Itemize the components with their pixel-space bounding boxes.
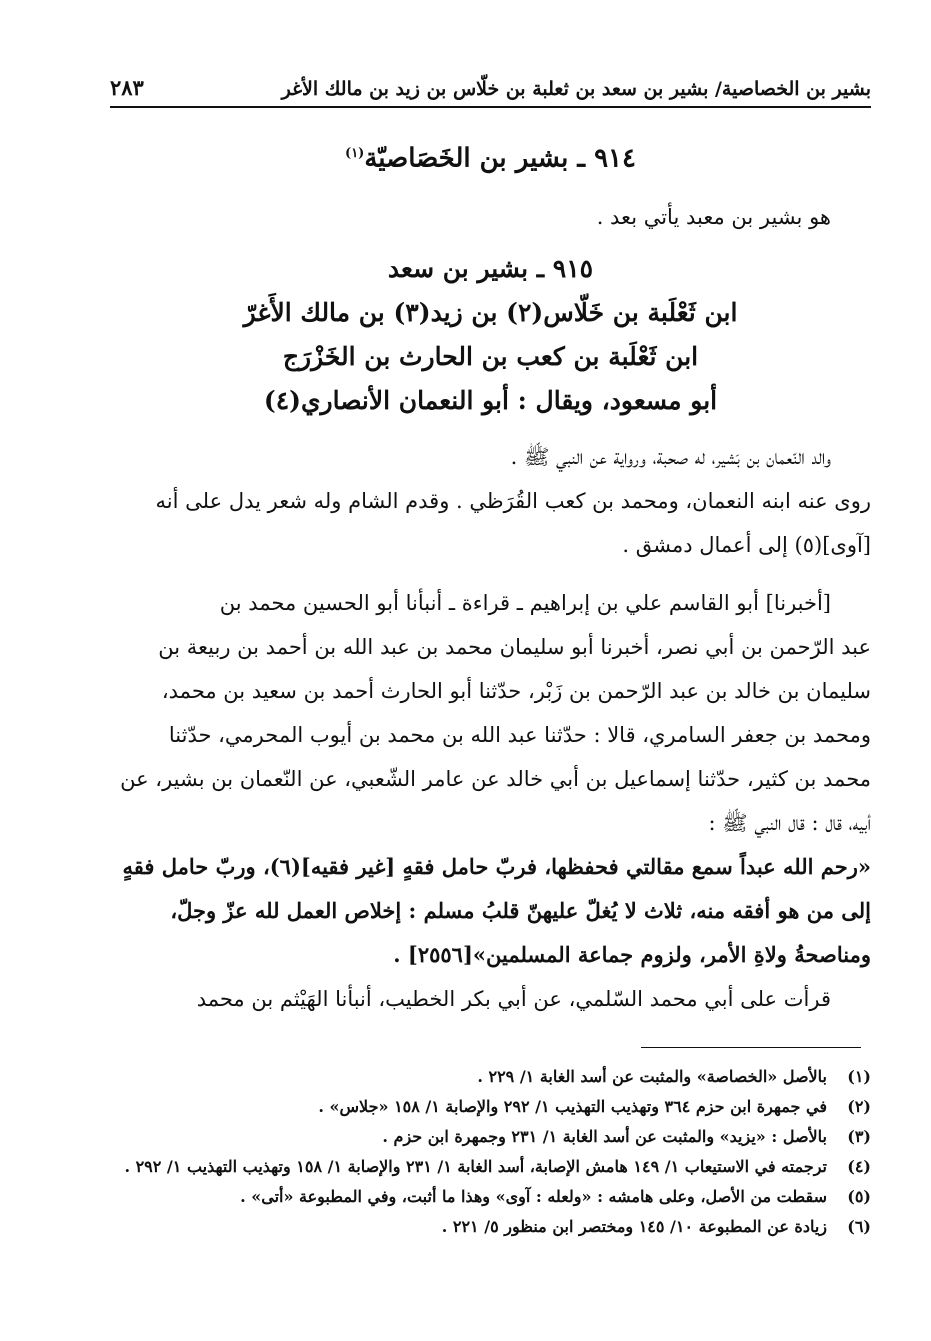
entry-915-title: [110, 247, 871, 423]
footnotes: [110, 1062, 871, 1242]
main-text: [110, 132, 871, 1021]
page-number: ٢٨٣: [110, 75, 144, 100]
footnote-separator: [641, 1047, 861, 1048]
footnote: (٢) في جمهرة ابن حزم ٣٦٤ وتهذيب التهذيب ١/ ٢٩٢ والإصابة ١/ ١٥٨ «جلاس» .: [318, 1097, 871, 1116]
footnote-ref: (١): [345, 146, 365, 161]
entry-915-title-line: ابن ثَعْلَبة بن كعب بن الحارث بن الخَزْرَج: [282, 341, 699, 371]
paragraph: والد النّعمان بن بَشير، له صحبة، ورواية عن النبي ﷺ .: [510, 444, 831, 469]
footnote: (١) بالأصل «الخصاصة» والمثبت عن أسد الغابة ١/ ٢٢٩ .: [477, 1067, 871, 1086]
isnad-line: ومحمد بن جعفر السامري، قالا : حدّثنا عبد الله بن محمد بن أيوب المحرمي، حدّثنا: [168, 722, 871, 747]
paragraph-line: قرأت على أبي محمد السّلمي، عن أبي بكر الخطيب، أنبأنا الهَيْثم بن محمد: [196, 986, 831, 1011]
footnote: (٣) بالأصل : «يزيد» والمثبت عن أسد الغابة ١/ ٢٣١ وجمهرة ابن حزم .: [382, 1127, 871, 1146]
running-header: [110, 60, 871, 108]
isnad-line: [أخبرنا] أبو القاسم علي بن إبراهيم ـ قراءة ـ أنبأنا أبو الحسين محمد بن: [219, 590, 831, 615]
running-title: بشير بن الخصاصية/ بشير بن سعد بن ثعلبة بن خلّاس بن زيد بن مالك الأغر: [281, 78, 871, 100]
isnad-line: عبد الرّحمن بن أبي نصر، أخبرنا أبو سليمان محمد بن عبد الله بن أحمد بن ربيعة بن: [158, 634, 871, 659]
hadith-line: إلى من هو أفقه منه، ثلاث لا يُغلّ عليهنّ قلبُ مسلم : إخلاص العمل لله عزّ وجلّ،: [170, 897, 871, 923]
entry-915-title-line: ٩١٥ ـ بشير بن سعد: [387, 253, 594, 283]
hadith-line: «رحم الله عبداً سمع مقالتي فحفظها، فربّ حامل فقهٍ [غير فقيه](٦)، وربّ حامل فقهٍ: [122, 853, 871, 879]
hadith-line: ومناصحةُ ولاةِ الأمر، ولزوم جماعة المسلمين»[٢٥٥٦] .: [393, 941, 871, 967]
paragraph-line: [آوى](٥) إلى أعمال دمشق .: [622, 532, 871, 557]
isnad-line: محمد بن كثير، حدّثنا إسماعيل بن أبي خالد عن عامر الشّعبي، عن النّعمان بن بشير، عن: [120, 766, 871, 791]
entry-914-text: هو بشير بن معبد يأتي بعد .: [596, 204, 831, 229]
entry-915-title-line: أبو مسعود، ويقال : أبو النعمان الأنصاري(٤): [263, 385, 718, 415]
entry-914-title: ٩١٤ ـ بشير بن الخَصَاصيّة$^{(١)}$: [345, 143, 636, 174]
entry-915-title-line: ابن ثَعْلَبة بن خَلّاس(٢) بن زيد(٣) بن مالك الأَغرّ: [243, 297, 738, 327]
isnad-line: أبيه، قال : قال النبي ﷺ :: [708, 810, 871, 835]
footnote: (٥) سقطت من الأصل، وعلى هامشه : «ولعله : آوى» وهذا ما أثبت، وفي المطبوعة «أتى» .: [240, 1187, 871, 1206]
paragraph-line: روى عنه ابنه النعمان، ومحمد بن كعب القُرَظي . وقدم الشام وله شعر يدل على أنه: [155, 488, 871, 513]
footnote: (٦) زيادة عن المطبوعة ١٠/ ١٤٥ ومختصر ابن منظور ٥/ ٢٢١ .: [441, 1217, 871, 1236]
isnad-line: سليمان بن خالد بن عبد الرّحمن بن زَبْر، حدّثنا أبو الحارث أحمد بن سعيد بن محمد،: [161, 678, 871, 703]
footnote: (٤) ترجمته في الاستيعاب ١/ ١٤٩ هامش الإصابة، أسد الغابة ١/ ٢٣١ والإصابة ١/ ١٥٨ وتهذيب التهذيب ١/ ٢٩٢ .: [124, 1157, 871, 1176]
